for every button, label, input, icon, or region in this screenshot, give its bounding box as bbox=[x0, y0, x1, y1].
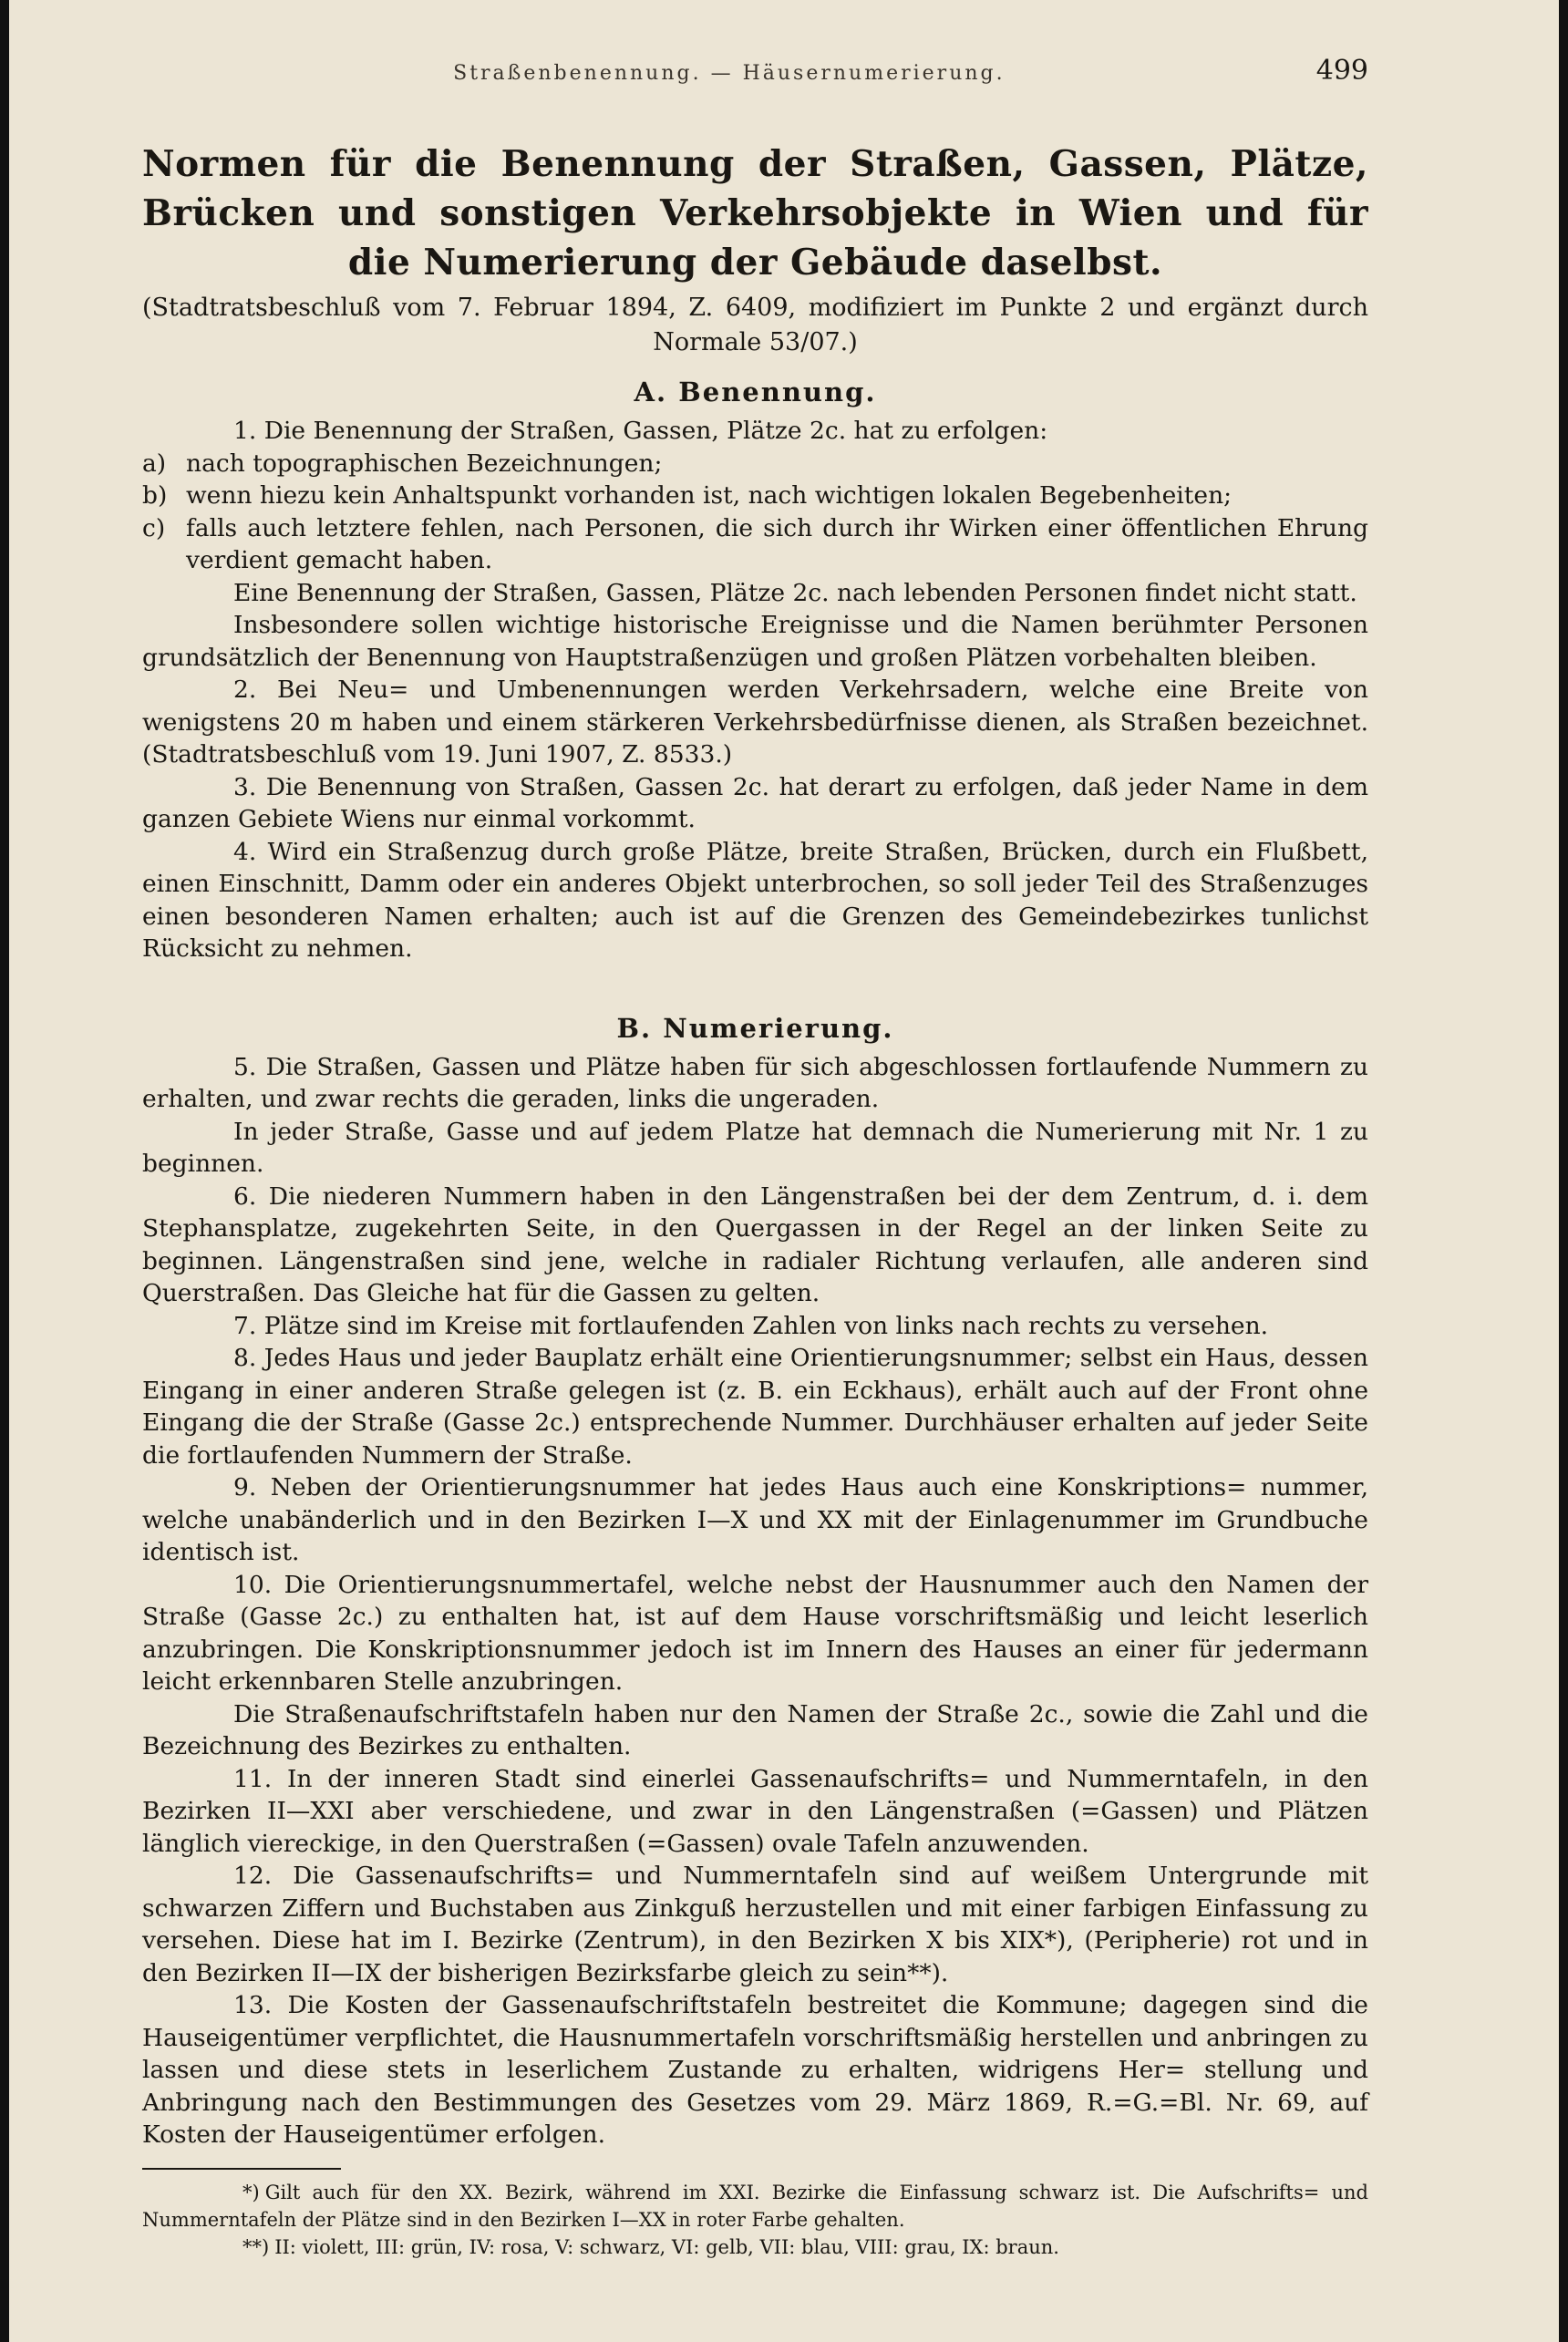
list-item bbox=[142, 480, 1368, 512]
paragraph-11: 11. In der inneren Stadt sind einerlei Gassenaufschrifts= und Nummerntafeln, in den Bezirken II—XXI aber verschiedene, und zwar in den Längenstraßen (=Gassen) und Plätzen länglich viereckige, in den Querstraßen (=Gassen) ovale Tafeln anzuwenden. bbox=[142, 1764, 1368, 1858]
paragraph-living-persons: Eine Benennung der Straßen, Gassen, Plätze 2c. nach lebenden Personen findet nicht statt. bbox=[233, 578, 1357, 607]
list-item-text: falls auch letztere fehlen, nach Personen, die sich durch ihr Wirken einer öffentlichen Ehrung verdient gemacht haben. bbox=[186, 513, 1368, 574]
paragraph-historic-events: Insbesondere sollen wichtige historische Ereignisse und die Namen berühmter Personen grundsätzlich der Benennung von Hauptstraßenzügen und großen Plätzen vorbehalten bleiben. bbox=[142, 611, 1368, 672]
paragraph-3: 3. Die Benennung von Straßen, Gassen 2c. hat derart zu erfolgen, daß jeder Name in dem ganzen Gebiete Wiens nur einmal vorkommt. bbox=[142, 772, 1368, 833]
paragraph-10: 10. Die Orientierungsnummertafel, welche nebst der Hausnummer auch den Namen der Straße (Gasse 2c.) zu enthalten hat, ist auf dem Hause vorschriftsmäßig und leicht leserlich anzubringen. Die Konskriptionsnummer jedoch ist im Innern des Hauses an einer für jedermann leicht erkennbaren Stelle anzubringen. bbox=[142, 1570, 1368, 1696]
paragraph-13: 13. Die Kosten der Gassenaufschriftstafeln bestreitet die Kommune; dagegen sind die Hauseigentümer verpflichtet, die Hausnummertafeln vorschriftsmäßig herstellen und anbringen zu lassen und diese stets in leserlichem Zustande zu erhalten, widrigens Her= stellung und Anbringung nach den Bestimmungen des Gesetzes vom 29. März 1869, R.=G.=Bl. Nr. 69, auf Kosten der Hauseigentümer erfolgen. bbox=[142, 1991, 1368, 2149]
document-page bbox=[9, 0, 1559, 2342]
footnote-text: Gilt auch für den XX. Bezirk, während im XXI. Bezirke die Einfassung schwarz ist. Die Aufschrifts= und Nummerntafeln der Plätze sind in den Bezirken I—XX in roter Farbe gehalten. bbox=[142, 2181, 1368, 2231]
paragraph-4: 4. Wird ein Straßenzug durch große Plätze, breite Straßen, Brücken, durch ein Flußbett, einen Einschnitt, Damm oder ein anderes Objekt unterbrochen, so soll jeder Teil des Straßenzuges einen besonderen Namen erhalten; auch ist auf die Grenzen des Gemeindebezirkes tunlichst Rücksicht zu nehmen. bbox=[142, 837, 1368, 963]
document-subtitle: (Stadtratsbeschluß vom 7. Februar 1894, Z. 6409, modifiziert im Punkte 2 und ergänzt durch Normale 53/07.) bbox=[142, 294, 1368, 356]
list-item-marker: b) bbox=[142, 481, 168, 510]
list-item bbox=[142, 448, 1368, 480]
running-title: Straßenbenennung. — Häusernumerierung. bbox=[453, 62, 1006, 85]
footnote-divider bbox=[142, 2168, 341, 2170]
document-title: Normen für die Benennung der Straßen, Gassen, Plätze, Brücken und sonstigen Verkehrsobjekte in Wien und für die Numerierung der Gebäude daselbst. bbox=[142, 143, 1368, 284]
paragraph-1: 1. Die Benennung der Straßen, Gassen, Plätze 2c. hat zu erfolgen: bbox=[233, 417, 1048, 445]
section-b-heading: B. Numerierung. bbox=[616, 1012, 894, 1044]
paragraph-2: 2. Bei Neu= und Umbenennungen werden Verkehrsadern, welche eine Breite von wenigstens 20 m haben und einem stärkeren Verkehrsbedürfnisse dienen, als Straßen bezeichnet. (Stadtratsbeschluß vom 19. Juni 1907, Z. 8533.) bbox=[142, 676, 1368, 769]
paragraph-7: 7. Plätze sind im Kreise mit fortlaufenden Zahlen von links nach rechts zu versehen. bbox=[233, 1311, 1269, 1340]
footnote-text: II: violett, III: grün, IV: rosa, V: schwarz, VI: gelb, VII: blau, VIII: grau, IX: braun. bbox=[274, 2235, 1059, 2258]
list-item bbox=[142, 512, 1368, 577]
section-a-heading: A. Benennung. bbox=[634, 377, 877, 408]
list-item-marker: a) bbox=[142, 449, 167, 478]
paragraph-9: 9. Neben der Orientierungsnummer hat jedes Haus auch eine Konskriptions= nummer, welche unabänderlich und in den Bezirken I—X und XX mit der Einlagenummer im Grundbuche identisch ist. bbox=[142, 1473, 1368, 1566]
paragraph-5b: In jeder Straße, Gasse und auf jedem Platze hat demnach die Numerierung mit Nr. 1 zu beginnen. bbox=[142, 1117, 1368, 1178]
list-item-marker: c) bbox=[142, 513, 166, 542]
list-item-text: wenn hiezu kein Anhaltspunkt vorhanden ist, nach wichtigen lokalen Begebenheiten; bbox=[186, 481, 1233, 510]
footnote bbox=[142, 2179, 1368, 2234]
page-number: 499 bbox=[1315, 55, 1368, 87]
page-content bbox=[142, 55, 1368, 2261]
paragraph-10b: Die Straßenaufschriftstafeln haben nur den Namen der Straße 2c., sowie die Zahl und die Bezeichnung des Bezirkes zu enthalten. bbox=[142, 1699, 1368, 1760]
paragraph-8: 8. Jedes Haus und jeder Bauplatz erhält eine Orientierungsnummer; selbst ein Haus, dessen Eingang in einer anderen Straße gelegen ist (z. B. ein Eckhaus), erhält auch auf der Front ohne Eingang die der Straße (Gasse 2c.) entsprechende Nummer. Durchhäuser erhalten auf jeder Seite die fortlaufenden Nummern der Straße. bbox=[142, 1344, 1368, 1470]
paragraph-5: 5. Die Straßen, Gassen und Plätze haben für sich abgeschlossen fortlaufende Nummern zu erhalten, und zwar rechts die geraden, links die ungeraden. bbox=[142, 1052, 1368, 1113]
page-header bbox=[142, 55, 1368, 87]
footnote-marker: **) bbox=[242, 2235, 270, 2258]
paragraph-12: 12. Die Gassenaufschrifts= und Nummerntafeln sind auf weißem Untergrunde mit schwarzen Ziffern und Buchstaben aus Zinkguß herzustellen und mit einer farbigen Einfassung zu versehen. Diese hat im I. Bezirke (Zentrum), in den Bezirken X bis XIX*), (Peripherie) rot und in den Bezirken II—IX der bisherigen Bezirksfarbe gleich zu sein**). bbox=[142, 1862, 1368, 1987]
footnote bbox=[142, 2234, 1368, 2261]
footnote-marker: *) bbox=[242, 2181, 260, 2203]
list-item-text: nach topographischen Bezeichnungen; bbox=[186, 449, 663, 478]
paragraph-6: 6. Die niederen Nummern haben in den Längenstraßen bei der dem Zentrum, d. i. dem Stephansplatze, zugekehrten Seite, in den Quergassen in der Regel an der linken Seite zu beginnen. Längenstraßen sind jene, welche in radialer Richtung verlaufen, alle anderen sind Querstraßen. Das Gleiche hat für die Gassen zu gelten. bbox=[142, 1181, 1368, 1307]
